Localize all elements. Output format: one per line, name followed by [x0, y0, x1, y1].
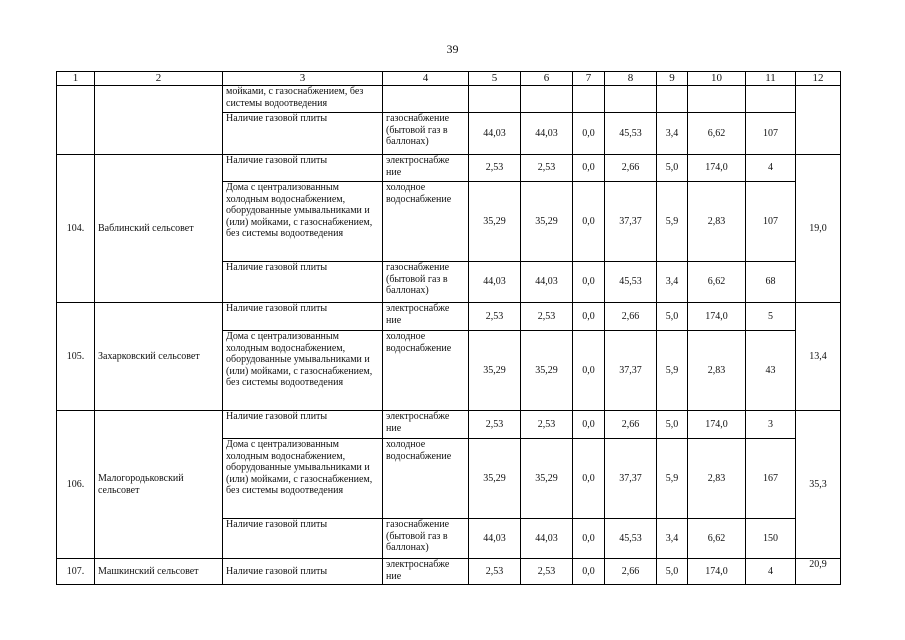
value-cell: 2,53 — [469, 303, 521, 331]
table-row — [57, 303, 841, 331]
col-header: 12 — [796, 72, 841, 86]
table-row — [57, 86, 841, 113]
count-cell: 150 — [746, 519, 796, 559]
value-cell: 37,37 — [605, 439, 657, 519]
empty-cell — [57, 86, 95, 155]
value-cell: 6,62 — [688, 519, 746, 559]
empty-cell — [95, 86, 223, 155]
total-cell: 19,0 — [796, 155, 841, 303]
utility-cell: газоснабжение (бытовой газ в баллонах) — [383, 262, 469, 303]
value-cell: 44,03 — [469, 113, 521, 155]
value-cell: 0,0 — [573, 331, 605, 411]
value-cell: 45,53 — [605, 262, 657, 303]
empty-cell — [573, 86, 605, 113]
value-cell: 6,62 — [688, 262, 746, 303]
value-cell: 2,53 — [521, 559, 573, 585]
value-cell: 5,0 — [657, 155, 688, 182]
value-cell: 2,83 — [688, 439, 746, 519]
value-cell: 45,53 — [605, 113, 657, 155]
total-cell: 35,3 — [796, 411, 841, 559]
value-cell: 44,03 — [521, 113, 573, 155]
value-cell: 0,0 — [573, 303, 605, 331]
value-cell: 0,0 — [573, 519, 605, 559]
value-cell: 37,37 — [605, 331, 657, 411]
value-cell: 35,29 — [469, 182, 521, 262]
value-cell: 35,29 — [469, 331, 521, 411]
value-cell: 45,53 — [605, 519, 657, 559]
table-row — [57, 155, 841, 182]
row-number: 104. — [57, 155, 95, 303]
settlement-name: Машкинский сельсовет — [95, 559, 223, 585]
value-cell: 35,29 — [521, 439, 573, 519]
value-cell: 5,9 — [657, 182, 688, 262]
house-type-cell: Наличие газовой плиты — [223, 113, 383, 155]
value-cell: 3,4 — [657, 262, 688, 303]
value-cell: 35,29 — [521, 331, 573, 411]
value-cell: 174,0 — [688, 411, 746, 439]
value-cell: 174,0 — [688, 155, 746, 182]
tariff-table — [56, 71, 841, 585]
utility-cell: электроснабже ние — [383, 559, 469, 585]
count-cell: 43 — [746, 331, 796, 411]
value-cell: 37,37 — [605, 182, 657, 262]
col-header: 9 — [657, 72, 688, 86]
col-header: 11 — [746, 72, 796, 86]
table-row — [57, 411, 841, 439]
value-cell: 174,0 — [688, 303, 746, 331]
settlement-name: Захарковский сельсовет — [95, 303, 223, 411]
value-cell: 5,0 — [657, 559, 688, 585]
value-cell: 5,9 — [657, 439, 688, 519]
house-type-cell: Наличие газовой плиты — [223, 559, 383, 585]
col-header: 8 — [605, 72, 657, 86]
empty-cell — [605, 86, 657, 113]
value-cell: 44,03 — [521, 262, 573, 303]
house-type-cell: Наличие газовой плиты — [223, 411, 383, 439]
settlement-name: Ваблинский сельсовет — [95, 155, 223, 303]
empty-cell — [521, 86, 573, 113]
house-type-cell: Наличие газовой плиты — [223, 262, 383, 303]
value-cell: 0,0 — [573, 439, 605, 519]
utility-cell: электроснабже ние — [383, 155, 469, 182]
total-cell: 13,4 — [796, 303, 841, 411]
page-number: 39 — [446, 42, 459, 56]
empty-cell — [657, 86, 688, 113]
utility-cell: газоснабжение (бытовой газ в баллонах) — [383, 519, 469, 559]
row-number: 107. — [57, 559, 95, 585]
count-cell: 5 — [746, 303, 796, 331]
value-cell: 5,0 — [657, 303, 688, 331]
col-header: 4 — [383, 72, 469, 86]
value-cell: 44,03 — [521, 519, 573, 559]
count-cell: 167 — [746, 439, 796, 519]
col-header: 10 — [688, 72, 746, 86]
col-header: 3 — [223, 72, 383, 86]
total-cell: 20,9 — [796, 559, 841, 585]
house-type-cell: Дома с централизованным холодным водоснабжением, оборудованные умывальниками и (или) мойками, с газоснабжением, без системы водоотведения — [223, 439, 383, 519]
house-type-cell: мойками, с газоснабжением, без системы водоотведения — [223, 86, 383, 113]
col-header: 2 — [95, 72, 223, 86]
value-cell: 2,66 — [605, 303, 657, 331]
empty-cell — [383, 86, 469, 113]
value-cell: 2,83 — [688, 331, 746, 411]
value-cell: 0,0 — [573, 262, 605, 303]
count-cell: 4 — [746, 559, 796, 585]
count-cell: 107 — [746, 113, 796, 155]
col-header: 5 — [469, 72, 521, 86]
col-header: 6 — [521, 72, 573, 86]
col-header: 1 — [57, 72, 95, 86]
empty-cell — [688, 86, 746, 113]
house-type-cell: Дома с централизованным холодным водоснабжением, оборудованные умывальниками и (или) мойками, с газоснабжением, без системы водоотведения — [223, 182, 383, 262]
value-cell: 174,0 — [688, 559, 746, 585]
value-cell: 2,83 — [688, 182, 746, 262]
value-cell: 2,53 — [469, 411, 521, 439]
house-type-cell: Наличие газовой плиты — [223, 303, 383, 331]
value-cell: 0,0 — [573, 182, 605, 262]
utility-cell: электроснабже ние — [383, 303, 469, 331]
value-cell: 2,53 — [521, 303, 573, 331]
settlement-name: Малогородьковский сельсовет — [95, 411, 223, 559]
utility-cell: электроснабже ние — [383, 411, 469, 439]
value-cell: 5,0 — [657, 411, 688, 439]
value-cell: 2,53 — [521, 155, 573, 182]
utility-cell: холодное водоснабжение — [383, 182, 469, 262]
col-header: 7 — [573, 72, 605, 86]
utility-cell: холодное водоснабжение — [383, 331, 469, 411]
row-number: 105. — [57, 303, 95, 411]
header-row — [57, 72, 841, 86]
value-cell: 0,0 — [573, 411, 605, 439]
value-cell: 44,03 — [469, 262, 521, 303]
empty-cell — [746, 86, 796, 113]
table-row — [57, 559, 841, 585]
value-cell: 2,66 — [605, 559, 657, 585]
count-cell: 3 — [746, 411, 796, 439]
house-type-cell: Наличие газовой плиты — [223, 155, 383, 182]
value-cell: 2,66 — [605, 411, 657, 439]
value-cell: 44,03 — [469, 519, 521, 559]
value-cell: 0,0 — [573, 559, 605, 585]
empty-cell — [469, 86, 521, 113]
house-type-cell: Наличие газовой плиты — [223, 519, 383, 559]
count-cell: 68 — [746, 262, 796, 303]
utility-cell: холодное водоснабжение — [383, 439, 469, 519]
value-cell: 0,0 — [573, 155, 605, 182]
value-cell: 6,62 — [688, 113, 746, 155]
row-number: 106. — [57, 411, 95, 559]
value-cell: 2,66 — [605, 155, 657, 182]
utility-cell: газоснабжение (бытовой газ в баллонах) — [383, 113, 469, 155]
value-cell: 2,53 — [469, 559, 521, 585]
value-cell: 0,0 — [573, 113, 605, 155]
value-cell: 35,29 — [469, 439, 521, 519]
empty-cell — [796, 86, 841, 155]
value-cell: 3,4 — [657, 113, 688, 155]
value-cell: 5,9 — [657, 331, 688, 411]
value-cell: 2,53 — [521, 411, 573, 439]
count-cell: 107 — [746, 182, 796, 262]
value-cell: 2,53 — [469, 155, 521, 182]
value-cell: 35,29 — [521, 182, 573, 262]
house-type-cell: Дома с централизованным холодным водоснабжением, оборудованные умывальниками и (или) мойками, с газоснабжением, без системы водоотведения — [223, 331, 383, 411]
count-cell: 4 — [746, 155, 796, 182]
value-cell: 3,4 — [657, 519, 688, 559]
